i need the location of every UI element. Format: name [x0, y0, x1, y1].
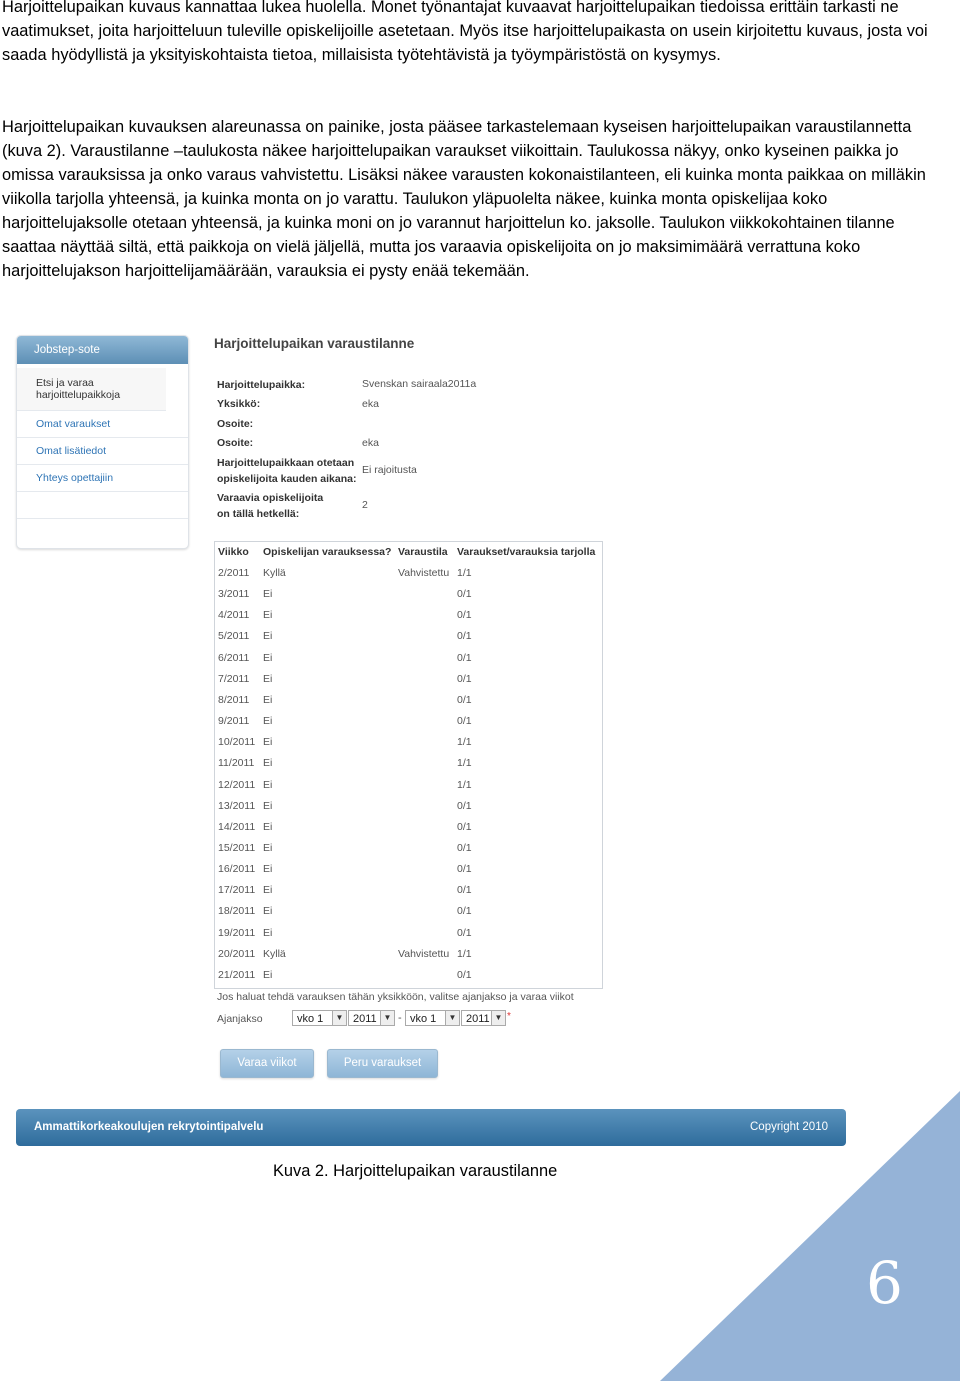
page-number: 6 [866, 1249, 903, 1317]
info-label-unit: Yksikkö: [217, 398, 261, 410]
cell-availability: 0/1 [457, 630, 472, 643]
cell-availability: 0/1 [457, 609, 472, 622]
cell-availability: 1/1 [457, 757, 472, 770]
cell-week: 3/2011 [218, 588, 250, 601]
info-value-place: Svenskan sairaala2011a [362, 378, 477, 390]
cell-week: 6/2011 [218, 651, 250, 664]
cell-in-reservation: Ei [263, 588, 273, 601]
chevron-down-icon: ▼ [332, 1011, 346, 1025]
cell-in-reservation: Ei [263, 651, 273, 664]
cell-availability: 0/1 [457, 715, 472, 728]
cell-week: 21/2011 [218, 968, 256, 981]
info-label-capacity: Harjoittelupaikkaan otetaan opiskelijoita kauden aikana: [217, 457, 357, 485]
cell-in-reservation: Ei [263, 799, 273, 812]
cell-availability: 0/1 [457, 926, 472, 939]
cell-availability: 1/1 [457, 947, 472, 960]
description-paragraph: Harjoittelupaikan kuvauksen alareunassa on painike, josta pääsee tarkastelemaan kyseisen harjoittelupaikan varaustilannetta (kuva 2). Varaustilanne –taulukosta näkee harjoittelupaikan varaukset viikoittain. Taulukossa näkyy, onko kyseinen paikka jo omissa varauksissa ja onko varaus vahvistettu. Lisäksi näkee varausten kokonaistilanteen, eli kuinka monta paikkaa on milläkin viikolla tarjolla yhteensä, ja kuinka monta on jo varattu. Taulukon yläpuolelta näkee, kuinka monta opiskelijaa koko harjoittelujaksolle otetaan yhteensä, ja kuinka moni on jo varannut harjoittelun ko. jaksolle. Taulukon viikkokohtainen tilanne saattaa näyttää siltä, että paikkoja on vielä jäljellä, mutta jos varaavia opiskelijoita on jo maksimimäärä verrattuna koko harjoittelujakson harjoittelijamäärään, varauksia ei pysty enää tekemään. [2, 118, 926, 280]
info-value-address-2: eka [362, 437, 379, 449]
sidebar-item-my-info[interactable]: Omat lisätiedot [17, 438, 188, 465]
cell-week: 11/2011 [218, 757, 255, 770]
info-value-capacity: Ei rajoitusta [362, 464, 417, 476]
cell-week: 9/2011 [218, 715, 250, 728]
cell-availability: 0/1 [457, 799, 472, 812]
header-week: Viikko [218, 546, 249, 558]
cell-week: 15/2011 [218, 841, 256, 854]
cell-availability: 0/1 [457, 651, 472, 664]
cell-week: 16/2011 [218, 863, 256, 876]
sidebar-item-contact-teachers[interactable]: Yhteys opettajiin [17, 465, 188, 492]
cell-availability: 0/1 [457, 905, 472, 918]
sidebar-item-my-reservations[interactable]: Omat varaukset [17, 411, 188, 438]
header-status: Varaustila [398, 546, 448, 558]
cell-availability: 0/1 [457, 693, 472, 706]
period-separator: - [398, 1012, 402, 1024]
cell-availability: 0/1 [457, 863, 472, 876]
figure-caption: Kuva 2. Harjoittelupaikan varaustilanne [273, 1162, 558, 1180]
cell-availability: 0/1 [457, 841, 472, 854]
week-from-value: vko 1 [297, 1013, 324, 1025]
cell-in-reservation: Ei [263, 905, 273, 918]
cell-week: 17/2011 [218, 884, 256, 897]
info-label-current: Varaavia opiskelijoita on tällä hetkellä: [217, 492, 324, 520]
cell-in-reservation: Ei [263, 884, 273, 897]
cell-availability: 0/1 [457, 968, 472, 981]
header-availability: Varaukset/varauksia tarjolla [457, 546, 596, 558]
footer-service-name: Ammattikorkeakoulujen rekrytointipalvelu [34, 1121, 264, 1133]
header-in-reservation: Opiskelijan varauksessa? [263, 546, 392, 558]
intro-paragraph: Harjoittelupaikan kuvaus kannattaa lukea huolella. Monet työnantajat kuvaavat harjoittelupaikan tiedoissa erittäin tarkasti ne vaatimukset, joita harjoitteluun tuleville opiskelijoille asetetaan. Myös itse harjoittelupaikasta on usein kirjoitettu kuvaus, josta voi saada hyödyllistä ja yksityiskohtaista tietoa, millaisista työtehtävistä ja työympäristöstä on kysymys. [2, 0, 928, 64]
cell-in-reservation: Kyllä [263, 567, 286, 579]
year-from-value: 2011 [353, 1013, 377, 1025]
cell-in-reservation: Ei [263, 820, 273, 833]
sidebar-title: Jobstep-sote [17, 336, 188, 364]
cell-availability: 1/1 [457, 567, 472, 579]
period-label: Ajanjakso [217, 1013, 263, 1025]
info-label-address-2: Osoite: [217, 437, 254, 449]
cell-in-reservation: Ei [263, 736, 273, 749]
chevron-down-icon: ▼ [445, 1011, 459, 1025]
cell-status: Vahvistettu [398, 567, 450, 579]
cell-in-reservation: Ei [263, 693, 273, 706]
cell-in-reservation: Ei [263, 630, 273, 643]
cell-week: 13/2011 [218, 799, 256, 812]
cell-week: 14/2011 [218, 820, 256, 833]
cell-week: 10/2011 [218, 736, 256, 749]
chevron-down-icon: ▼ [380, 1011, 394, 1025]
cell-availability: 0/1 [457, 820, 472, 833]
cell-week: 7/2011 [218, 672, 250, 685]
cell-availability: 0/1 [457, 884, 472, 897]
info-label-address: Osoite: [217, 418, 254, 430]
cell-week: 2/2011 [218, 567, 250, 579]
info-value-unit: eka [362, 398, 379, 410]
cell-in-reservation: Ei [263, 778, 273, 791]
cell-week: 5/2011 [218, 630, 250, 643]
cell-in-reservation: Ei [263, 926, 273, 939]
cancel-reservations-button[interactable]: Peru varaukset [327, 1049, 438, 1078]
year-to-value: 2011 [466, 1013, 490, 1025]
chevron-down-icon: ▼ [491, 1011, 505, 1025]
cell-availability: 1/1 [457, 778, 472, 791]
info-label-place: Harjoittelupaikka: [217, 379, 306, 391]
cell-status: Vahvistettu [398, 947, 450, 960]
cell-week: 12/2011 [218, 778, 256, 791]
reserve-weeks-button[interactable]: Varaa viikot [220, 1049, 314, 1078]
screenshot-title: Harjoittelupaikan varaustilanne [214, 336, 415, 351]
cell-in-reservation: Ei [263, 715, 273, 728]
cell-in-reservation: Ei [263, 968, 273, 981]
cell-in-reservation: Ei [263, 609, 273, 622]
required-marker: * [507, 1011, 511, 1022]
cell-in-reservation: Ei [263, 672, 273, 685]
info-value-current: 2 [362, 499, 368, 511]
cell-in-reservation: Ei [263, 841, 273, 854]
week-to-value: vko 1 [410, 1013, 437, 1025]
cell-availability: 0/1 [457, 588, 472, 601]
cell-week: 18/2011 [218, 905, 256, 918]
cell-week: 8/2011 [218, 693, 250, 706]
cell-week: 4/2011 [218, 609, 250, 622]
cell-availability: 0/1 [457, 672, 472, 685]
reservation-note: Jos haluat tehdä varauksen tähän yksikköön, valitse ajanjakso ja varaa viikot [217, 991, 574, 1003]
cell-week: 20/2011 [218, 947, 256, 960]
cell-in-reservation: Ei [263, 757, 273, 770]
footer-copyright: Copyright 2010 [750, 1121, 828, 1133]
cell-week: 19/2011 [218, 926, 256, 939]
cell-availability: 1/1 [457, 736, 472, 749]
sidebar-item-search[interactable]: Etsi ja varaa harjoittelupaikkoja [17, 368, 166, 411]
cell-in-reservation: Kyllä [263, 947, 286, 960]
cell-in-reservation: Ei [263, 863, 273, 876]
